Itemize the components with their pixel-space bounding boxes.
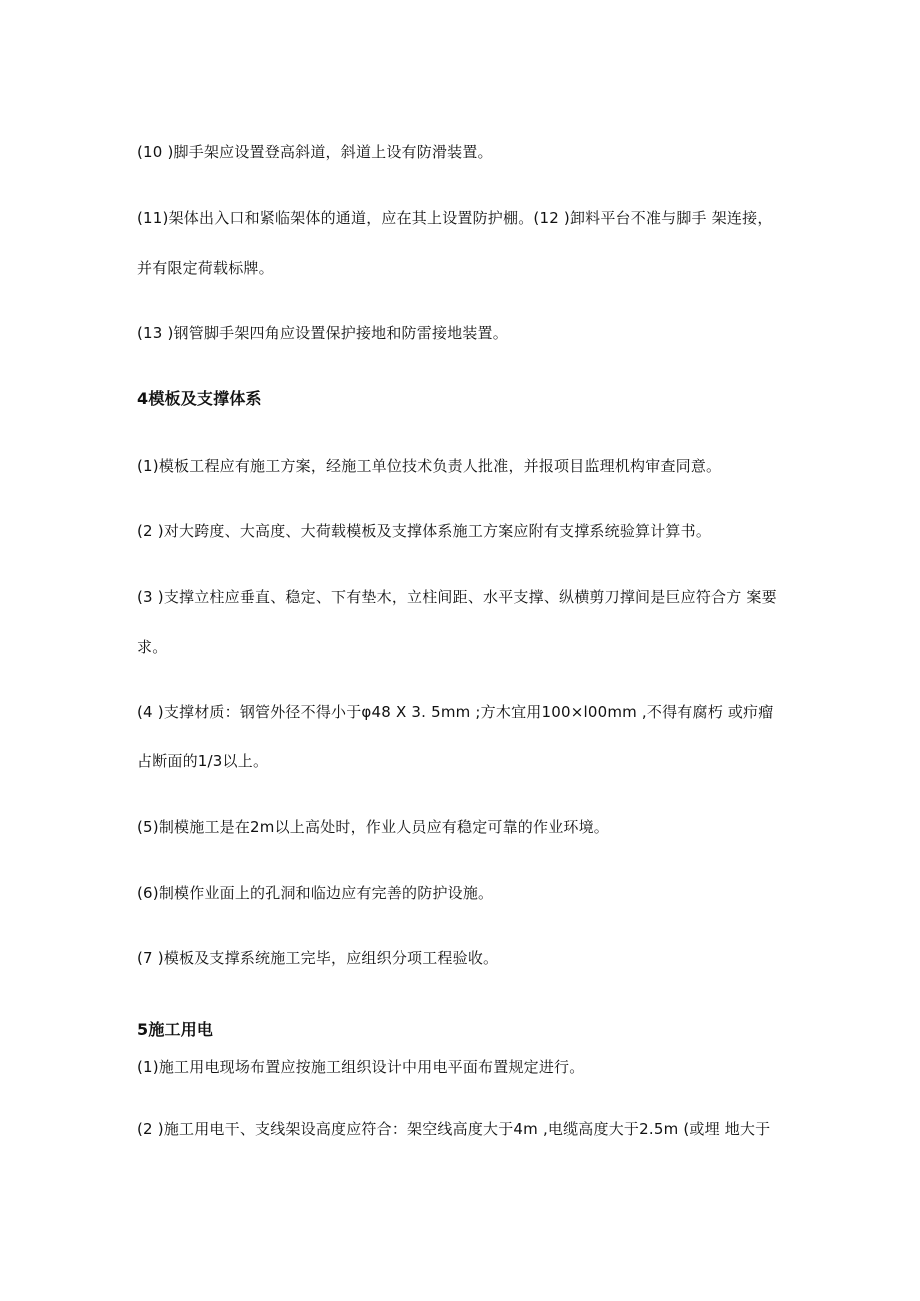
formwork-item-2: (2 )对大跨度、大高度、大荷载模板及支撑体系施工方案应附有支撑系统验算计算书。 — [137, 522, 712, 540]
electricity-item-1: (1)施工用电现场布置应按施工组织设计中用电平面布置规定进行。 — [137, 1058, 585, 1076]
formwork-item-5: (5)制模施工是在2m以上高处时，作业人员应有稳定可靠的作业环境。 — [137, 818, 610, 836]
formwork-item-6: (6)制模作业面上的孔洞和临边应有完善的防护设施。 — [137, 884, 494, 902]
item-13-line: (13 )钢管脚手架四角应设置保护接地和防雷接地装置。 — [137, 324, 508, 342]
formwork-item-3: (3 )支撑立柱应垂直、稳定、下有垫木，立柱间距、水平支撑、纵横剪刀撑间是巨应符合方 案要 — [137, 588, 777, 606]
section-heading-formwork: 4模板及支撑体系 — [137, 389, 262, 408]
section-heading-electricity: 5施工用电 — [137, 1020, 214, 1039]
formwork-item-1: (1)模板工程应有施工方案，经施工单位技术负责人批准，并报项目监理机构审查同意。 — [137, 457, 722, 475]
electricity-item-2: (2 )施工用电干、支线架设高度应符合：架空线高度大于4m ,电缆高度大于2.5m (或埋 地大于 — [137, 1120, 771, 1138]
formwork-item-4-continuation: 占断面的1/3以上。 — [137, 752, 269, 770]
item-11-12-line: (11)架体出入口和紧临架体的通道，应在其上设置防护棚。(12 )卸料平台不准与脚手 架连接， — [137, 209, 773, 227]
item-10-line: (10 )脚手架应设置登高斜道，斜道上设有防滑装置。 — [137, 143, 493, 161]
formwork-item-4: (4 )支撑材质：钢管外径不得小于φ48 X 3. 5mm ;方木宜用100×l00mm ,不得有腐朽 或疖瘤 — [137, 703, 774, 721]
formwork-item-3-continuation: 求。 — [137, 638, 168, 656]
formwork-item-7: (7 )模板及支撑系统施工完毕，应组织分项工程验收。 — [137, 949, 499, 967]
item-12-continuation: 并有限定荷载标牌。 — [137, 259, 274, 277]
